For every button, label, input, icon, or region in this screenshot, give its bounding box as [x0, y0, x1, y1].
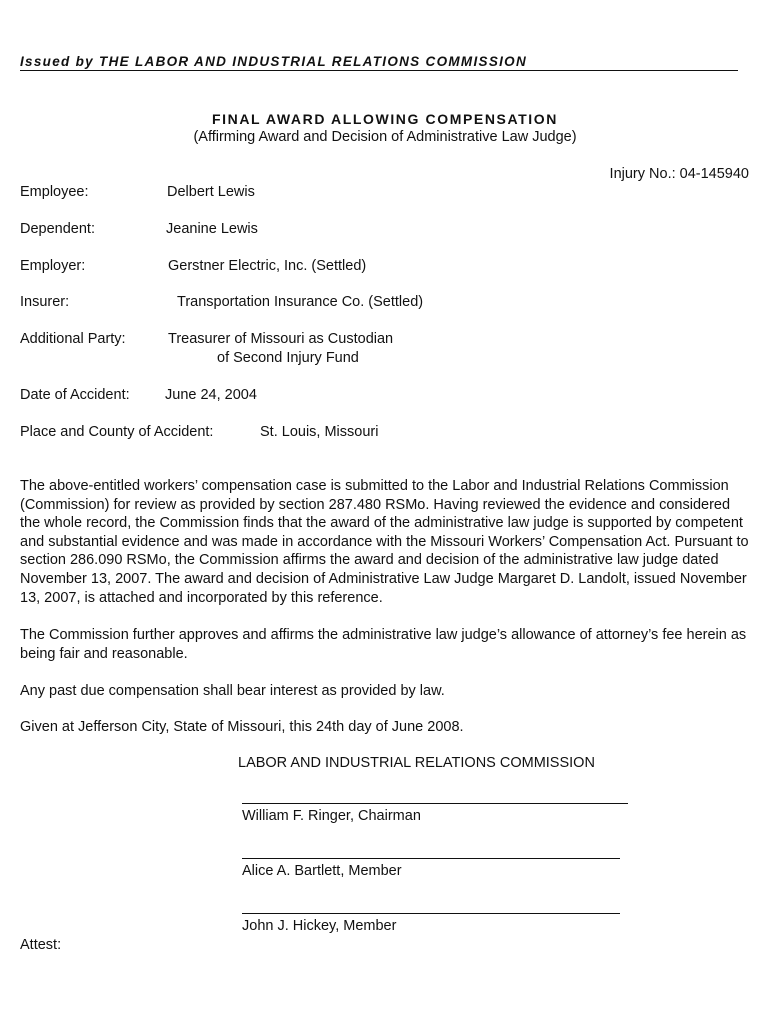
employer-value: Gerstner Electric, Inc. (Settled)	[168, 258, 367, 274]
dependent-label: Dependent:	[20, 221, 95, 237]
body-paragraph-4: Given at Jefferson City, State of Missouri, this 24th day of June 2008.	[20, 719, 464, 735]
additional-party-value-line2: of Second Injury Fund	[217, 350, 359, 366]
date-of-accident-label: Date of Accident:	[20, 387, 130, 403]
body-paragraph-1: The above-entitled workers’ compensation case is submitted to the Labor and Industrial Relations Commission (Commission) for review as provided by section 287.480 RSMo. Having reviewed the evidence and considered the whole record, the Commission finds that the award of the administrative law judge is supported by competent and substantial evidence and was made in accordance with the Missouri Workers’ Compensation Act. Pursuant to section 286.090 RSMo, the Commission affirms the award and decision of the administrative law judge dated November 13, 2007. The award and decision of Administrative Law Judge Margaret D. Landolt, issued November 13, 2007, is attached and incorporated by this reference.	[20, 478, 749, 606]
employee-label: Employee:	[20, 184, 89, 200]
body-paragraph-3: Any past due compensation shall bear interest as provided by law.	[20, 683, 445, 699]
commission-name: LABOR AND INDUSTRIAL RELATIONS COMMISSION	[238, 755, 595, 771]
place-of-accident-label: Place and County of Accident:	[20, 424, 214, 440]
employee-value: Delbert Lewis	[167, 184, 255, 200]
date-of-accident-value: June 24, 2004	[165, 387, 257, 403]
signer-3-name: John J. Hickey, Member	[242, 918, 397, 934]
signer-2-name: Alice A. Bartlett, Member	[242, 863, 402, 879]
attest-label: Attest:	[20, 937, 62, 953]
document-subtitle: (Affirming Award and Decision of Administrative Law Judge)	[193, 129, 577, 145]
signer-1-name: William F. Ringer, Chairman	[242, 808, 421, 824]
issuer-header: Issued by THE LABOR AND INDUSTRIAL RELATIONS COMMISSION	[20, 54, 738, 71]
additional-party-label: Additional Party:	[20, 331, 126, 347]
insurer-value: Transportation Insurance Co. (Settled)	[177, 294, 424, 310]
additional-party-value-line1: Treasurer of Missouri as Custodian	[168, 331, 394, 347]
employer-label: Employer:	[20, 258, 86, 274]
dependent-value: Jeanine Lewis	[166, 221, 258, 237]
signature-line-2	[242, 858, 620, 859]
place-of-accident-value: St. Louis, Missouri	[260, 424, 379, 440]
body-paragraph-2: The Commission further approves and affirms the administrative law judge’s allowance of attorney’s fee herein as being fair and reasonable.	[20, 627, 747, 662]
signature-line-3	[242, 913, 620, 914]
insurer-label: Insurer:	[20, 294, 70, 310]
document-title: FINAL AWARD ALLOWING COMPENSATION	[211, 111, 558, 127]
injury-number: Injury No.: 04-145940	[609, 166, 749, 182]
signature-line-1	[242, 803, 628, 804]
